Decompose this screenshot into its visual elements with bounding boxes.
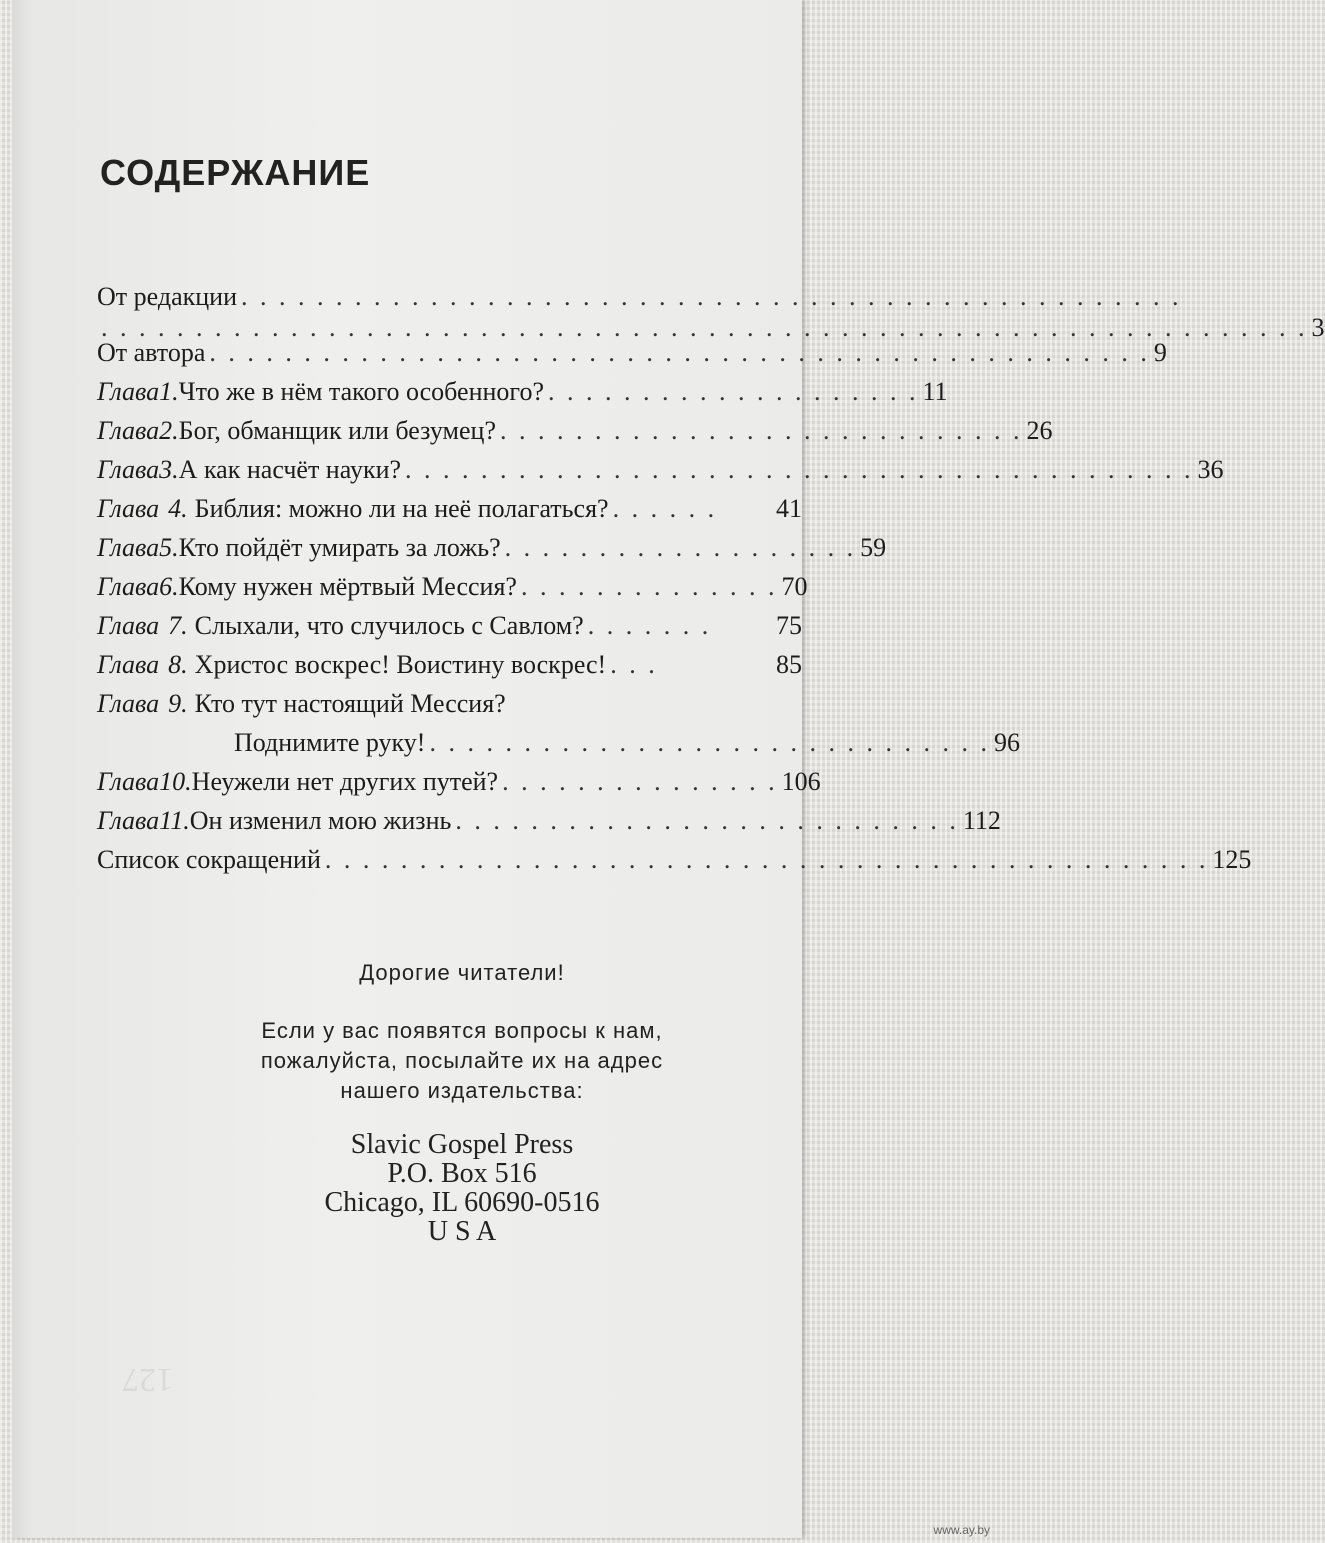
toc-page-number: 106	[781, 767, 821, 796]
toc-page-number: 75	[776, 611, 802, 640]
toc-page-number: 112	[962, 806, 1001, 835]
toc-leader-dots: . . . . . . . . . . . . . . . . . . . . . . . . . . . . . . . . . . . . . . . . . . . . . . . . . .	[240, 282, 1182, 311]
publisher-country: U S A	[427, 1216, 497, 1247]
chapter-number: 3.	[159, 455, 179, 484]
toc-row	[97, 416, 1053, 455]
toc-leader-dots: . . . . . . . . . . . . . . . . . . . . . . . . . . . . . . . . . . . . . . . . . . . . . . . . . .	[209, 338, 1150, 367]
toc-page-number: 96	[993, 728, 1020, 757]
chapter-number: 4.	[168, 494, 188, 523]
spine-shadow	[12, 0, 30, 1538]
toc-page-number: 70	[781, 572, 808, 601]
toc-row	[97, 455, 1224, 494]
reader-note	[182, 958, 742, 1106]
chapter-number: 2.	[159, 416, 179, 445]
chapter-label: Глава	[97, 416, 160, 445]
toc-entry-text: Слыхали, что случилось с Савлом?	[194, 611, 584, 640]
toc-leader-dots: . . . . . . . . . . . . . . . . . . . . . . . . . . . . . .	[429, 728, 990, 757]
chapter-number: 1.	[159, 377, 179, 406]
toc-page-number: 9	[1153, 338, 1167, 367]
chapter-label: Глава	[97, 806, 160, 835]
toc-row	[97, 728, 1020, 767]
toc-row	[97, 767, 821, 806]
chapter-label: Глава	[97, 650, 160, 679]
note-line: нашего издательства:	[340, 1078, 584, 1103]
toc-page-number: 3	[1311, 313, 1325, 342]
toc-entry-text: От автора	[97, 338, 206, 367]
toc-row	[97, 494, 802, 533]
chapter-number: 9.	[168, 689, 188, 718]
toc-leader-dots: . . . . . .	[612, 494, 718, 523]
toc-leader-dots: . . . . . . . . . . . . . . . . . . . . . . . . . . .	[455, 806, 959, 835]
toc-leader-dots: . . . . . . . . . . . . . . . . . . . .	[547, 377, 919, 406]
note-line: пожалуйста, посылайте их на адрес	[260, 1048, 664, 1073]
toc-entry-text: Кому нужен мёртвый Мессия?	[178, 572, 517, 601]
chapter-label: Глава	[97, 767, 160, 796]
chapter-number: 11.	[159, 806, 190, 835]
toc-entry-text: Библия: можно ли на неё полагаться?	[194, 494, 609, 523]
toc-row	[97, 377, 948, 416]
toc-entry-text: А как насчёт науки?	[178, 455, 402, 484]
chapter-label: Глава	[97, 689, 160, 718]
toc-row	[97, 338, 1167, 377]
chapter-number: 8.	[168, 650, 188, 679]
toc-row	[97, 533, 887, 572]
toc-entry-text: От редакции	[97, 282, 237, 311]
show-through-page-number: 127	[122, 1361, 173, 1398]
toc-row	[97, 572, 808, 611]
publisher-box: P.O. Box 516	[387, 1158, 537, 1189]
toc-leader-dots: . . .	[610, 650, 658, 679]
toc-row	[97, 806, 1001, 845]
toc-page-number: 26	[1026, 416, 1053, 445]
toc-entry-text: Бог, обманщик или безумец?	[178, 416, 496, 445]
toc-row	[97, 611, 802, 650]
toc-leader-dots: . . . . . . . . . . . . . . .	[502, 767, 778, 796]
toc-leader-dots: . . . . . . . . . . . . . . . . . . .	[504, 533, 857, 562]
chapter-label: Глава	[97, 455, 160, 484]
toc-leader-dots: . . . . . . . . . . . . . . . . . . . . . . . . . . . . . . . . . . . . . . . . . . . . . . . . . . . . . . . . . . . . . . . .	[101, 313, 1308, 342]
note-line: Если у вас появятся вопросы к нам,	[261, 1018, 663, 1043]
toc-entry-text: Неужели нет других путей?	[191, 767, 499, 796]
toc-entry-text: Поднимите руку!	[234, 728, 426, 757]
toc-leader-dots: . . . . . . .	[587, 611, 712, 640]
toc-entry-text: Что же в нём такого особенного?	[178, 377, 544, 406]
toc-leader-dots: . . . . . . . . . . . . . . . . . . . . . . . . . . . . . . . . . . . . . . . . . .	[405, 455, 1194, 484]
chapter-number: 6.	[159, 572, 179, 601]
chapter-number: 10.	[159, 767, 192, 796]
page-title: СОДЕРЖАНИЕ	[100, 152, 371, 193]
toc-entry-text: Он изменил мою жизнь	[189, 806, 452, 835]
toc-page-number: 36	[1197, 455, 1224, 484]
toc-page-number: 11	[922, 377, 948, 406]
toc-leader-dots: . . . . . . . . . . . . . . . . . . . . . . . . . . . . . . . . . . . . . . . . . . . . . . .	[324, 845, 1209, 874]
chapter-label: Глава	[97, 494, 160, 523]
toc-leader-dots: . . . . . . . . . . . . . . . . . . . . . . . . . . . .	[499, 416, 1023, 445]
toc-page-number: 125	[1212, 845, 1252, 874]
publisher-address	[212, 1130, 712, 1246]
toc-leader-dots: . . . . . . . . . . . . . .	[520, 572, 778, 601]
chapter-label: Глава	[97, 611, 160, 640]
watermark: www.ay.by	[933, 1523, 990, 1537]
chapter-label: Глава	[97, 377, 160, 406]
toc-entry-text: Кто тут настоящий Мессия?	[194, 689, 506, 718]
toc-row	[97, 650, 802, 689]
chapter-label: Глава	[97, 572, 160, 601]
toc-row	[97, 845, 1252, 884]
toc-page-number: 41	[776, 494, 802, 523]
toc-entry-text: Христос воскрес! Воистину воскрес!	[194, 650, 607, 679]
note-greeting: Дорогие читатели!	[359, 960, 565, 985]
toc-page-number: 59	[860, 533, 887, 562]
publisher-name: Slavic Gospel Press	[350, 1129, 574, 1160]
toc-page-number: 85	[776, 650, 802, 679]
table-of-contents	[97, 282, 1325, 884]
toc-row	[97, 689, 802, 728]
chapter-number: 5.	[159, 533, 179, 562]
publisher-city: Chicago, IL 60690-0516	[324, 1187, 600, 1218]
chapter-label: Глава	[97, 533, 160, 562]
chapter-number: 7.	[168, 611, 188, 640]
toc-entry-text: Кто пойдёт умирать за ложь?	[178, 533, 501, 562]
toc-entry-text: Список сокращений	[97, 845, 321, 874]
